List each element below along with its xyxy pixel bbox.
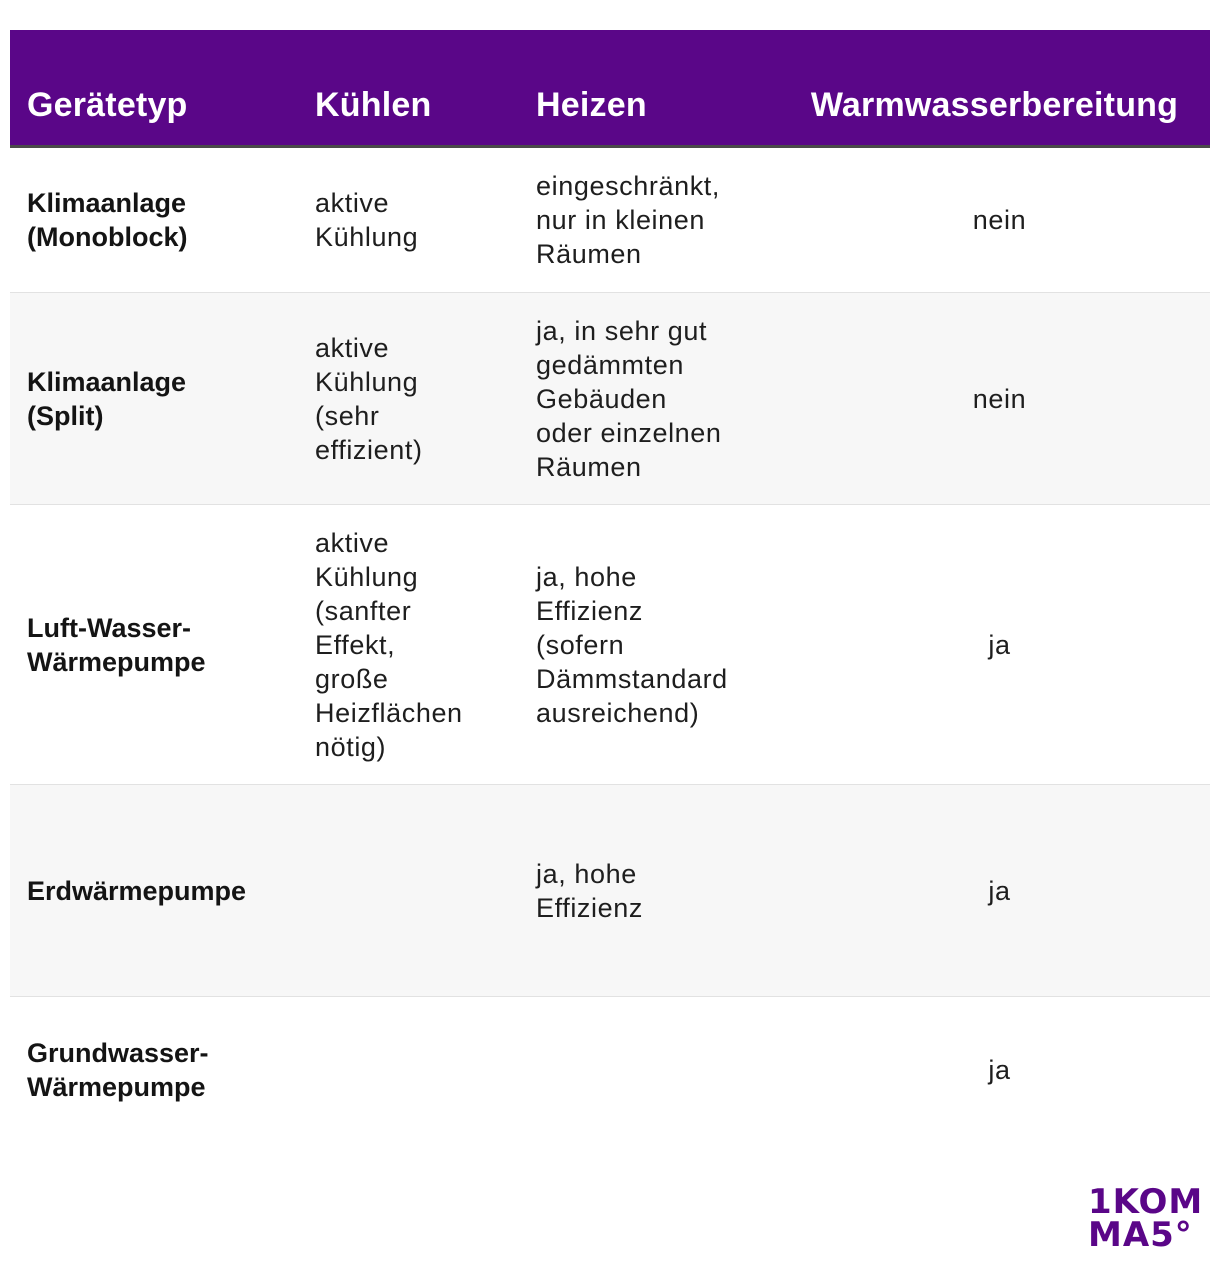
logo-line-1: 1KOM — [1088, 1182, 1204, 1222]
cell-cooling: aktive Kühlung — [315, 188, 419, 252]
cell-cooling: aktive Kühlung (sanfter Effekt, große Heizflächen nötig) — [315, 527, 463, 762]
cell-heating: ja, hohe Effizienz — [536, 858, 643, 923]
cell-hot-water: nein — [972, 205, 1027, 235]
cell-hot-water: ja — [988, 875, 1011, 906]
cell-device-type: Luft-Wasser- Wärmepumpe — [27, 612, 206, 677]
table-header — [10, 30, 1210, 148]
header-cooling: Kühlen — [315, 86, 432, 124]
cell-cooling: aktive Kühlung (sehr effizient) — [315, 332, 423, 465]
cell-heating: eingeschränkt, nur in kleinen Räumen — [536, 171, 721, 269]
cell-heating: ja, in sehr gut gedämmten Gebäuden oder einzelnen Räumen — [536, 315, 722, 482]
cell-hot-water: ja — [988, 1055, 1011, 1085]
table-row — [10, 293, 1210, 505]
table-row — [10, 785, 1210, 997]
table-row — [10, 997, 1210, 1143]
cell-hot-water: ja — [988, 629, 1011, 660]
table-row — [10, 505, 1210, 785]
cell-device-type: Grundwasser- Wärmepumpe — [27, 1038, 209, 1102]
cell-heating: ja, hohe Effizienz (sofern Dämmstandard ausreichend) — [536, 561, 728, 728]
cell-hot-water: nein — [972, 383, 1027, 414]
comparison-table — [10, 30, 1210, 1143]
header-hot-water: Warmwasserbereitung — [810, 86, 1179, 124]
header-heating: Heizen — [536, 86, 647, 124]
brand-logo — [1088, 1182, 1204, 1255]
cell-device-type: Klimaanlage (Split) — [27, 366, 187, 431]
logo-line-2: MA5° — [1088, 1215, 1193, 1255]
cell-device-type: Klimaanlage (Monoblock) — [27, 188, 188, 252]
header-device-type: Gerätetyp — [27, 86, 188, 124]
cell-device-type: Erdwärmepumpe — [27, 875, 247, 906]
table-row — [10, 148, 1210, 293]
